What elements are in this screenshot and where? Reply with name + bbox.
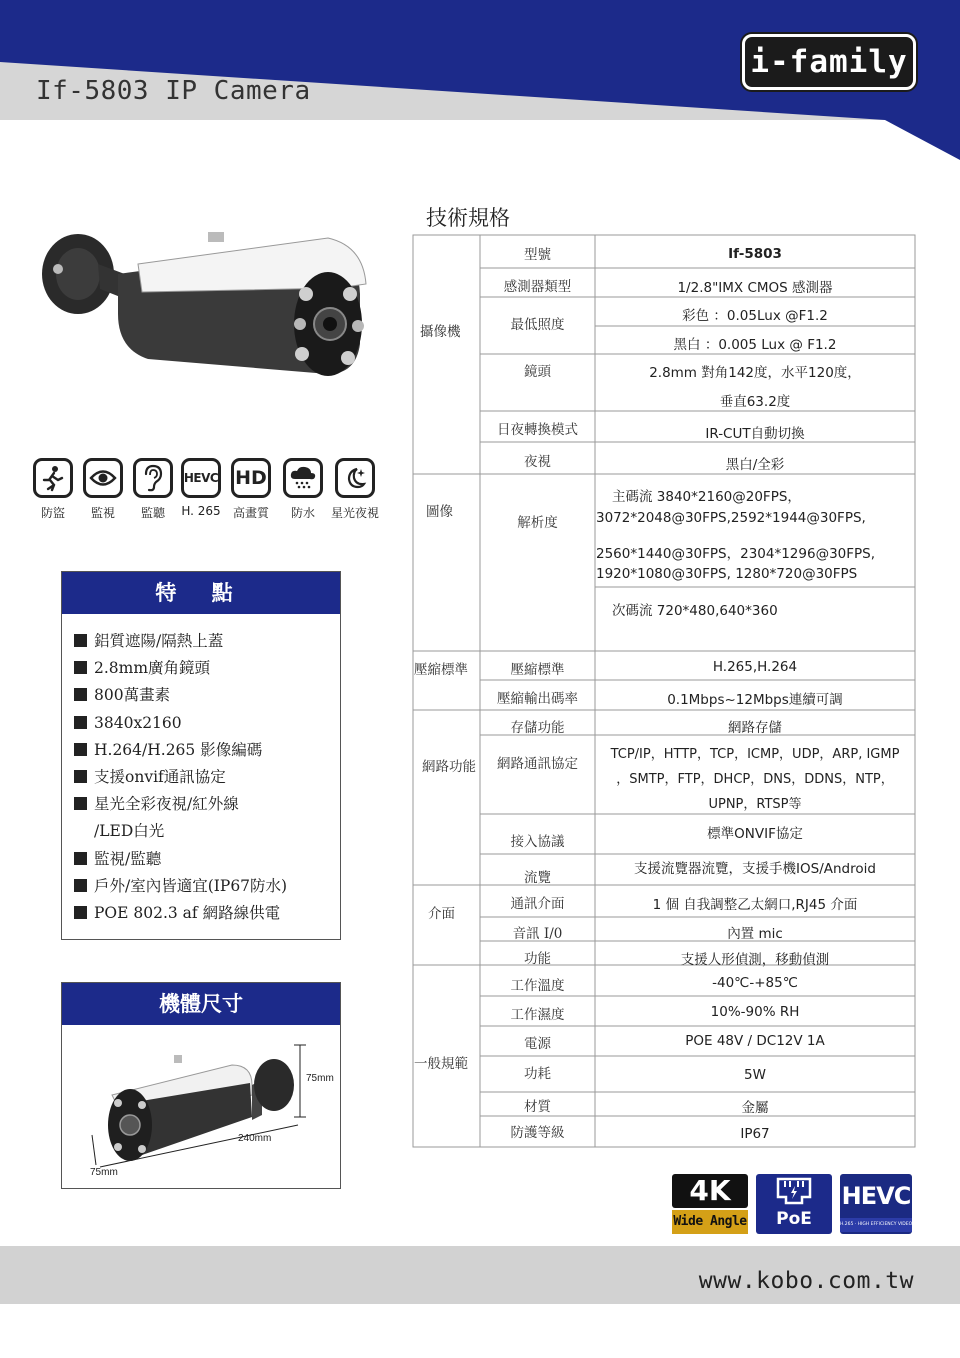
list-item: /LED白光: [94, 822, 165, 841]
list-item: POE 802.3 af 網路線供電: [74, 900, 340, 927]
row-label-audio: 音訊 I/0: [512, 926, 563, 942]
badge-4k-wide-angle: 4K Wide Angle: [672, 1174, 748, 1234]
row-value-protocols-3: UPNP，RTSP等: [708, 797, 802, 812]
row-value-resolution-5: 次碼流 720*480,640*360: [612, 603, 778, 619]
row-value-sensor: 1/2.8"IMX CMOS 感測器: [677, 280, 833, 296]
feature-icons-row: [26, 458, 386, 522]
list-item: 2.8mm廣角鏡頭: [74, 655, 340, 682]
list-item: 監視/監聽: [74, 846, 340, 873]
footer-url[interactable]: www.kobo.com.tw: [698, 1268, 914, 1294]
rain-cloud-icon: [283, 458, 323, 498]
dimensions-panel: [61, 982, 341, 1189]
dimension-drawing: [62, 1025, 339, 1187]
row-label-function: 功能: [524, 951, 551, 967]
dimension-width-label: 75mm: [90, 1167, 118, 1178]
row-value-protection: IP67: [740, 1126, 770, 1142]
row-value-model: If-5803: [728, 246, 782, 262]
row-label-lens: 鏡頭: [524, 364, 551, 380]
features-panel: [61, 571, 341, 940]
hevc-icon: HEVC: [181, 458, 221, 498]
row-label-min-lux: 最低照度: [510, 317, 565, 333]
ethernet-port-icon: [756, 1174, 832, 1208]
row-label-model: 型號: [524, 247, 551, 263]
row-value-resolution-3: 2560*1440@30FPS，2304*1296@30FPS,: [596, 546, 876, 562]
features-title: 特 點: [62, 572, 340, 614]
row-value-comm-if: 1 個 自我調整乙太網口,RJ45 介面: [652, 897, 858, 913]
row-value-lens-2: 垂直63.2度: [719, 394, 791, 410]
ear-icon: [133, 458, 173, 498]
row-value-material: 金屬: [741, 1100, 769, 1116]
row-value-protocols-1: TCP/IP，HTTP，TCP，ICMP，UDP，ARP, IGMP: [610, 747, 900, 762]
list-item: 800萬畫素: [74, 682, 340, 709]
row-label-storage: 存儲功能: [510, 720, 565, 736]
page-title: If-5803 IP Camera: [36, 76, 311, 106]
hd-icon: HD: [231, 458, 271, 498]
list-item: H.264/H.265 影像編碼: [74, 737, 340, 764]
feature-icon-theft: 防盜: [26, 458, 80, 521]
section-compression: 壓縮標準: [414, 662, 468, 678]
section-image: 圖像: [426, 504, 453, 520]
row-value-temp: -40℃-+85℃: [712, 975, 798, 991]
section-interface: 介面: [428, 906, 455, 922]
badge-poe: PoE: [756, 1174, 832, 1234]
row-label-bitrate: 壓縮輸出碼率: [497, 691, 578, 707]
feature-icon-starlight: 星光夜視: [328, 458, 382, 521]
feature-icon-hd: HD 高畫質: [224, 458, 278, 521]
features-list: [62, 614, 340, 927]
row-label-codec: 壓縮標準: [510, 662, 565, 678]
moon-star-icon: [335, 458, 375, 498]
section-network: 網路功能: [422, 759, 476, 775]
row-value-storage: 網路存儲: [728, 720, 782, 736]
running-person-icon: [33, 458, 73, 498]
feature-icon-listen: 監聽: [126, 458, 180, 521]
row-label-temp: 工作溫度: [510, 978, 565, 994]
row-value-access: 標準ONVIF協定: [707, 826, 803, 842]
row-value-humidity: 10%-90% RH: [710, 1004, 800, 1020]
row-label-protocols: 網路通訊協定: [497, 756, 578, 772]
row-label-day-night: 日夜轉換模式: [497, 422, 578, 438]
row-value-power: POE 48V / DC12V 1A: [685, 1033, 825, 1049]
feature-icon-monitor: 監視: [76, 458, 130, 521]
list-item: 鋁質遮陽/隔熱上蓋: [74, 628, 340, 655]
row-value-audio: 內置 mic: [727, 926, 783, 942]
list-item: 支援onvif通訊協定: [74, 764, 340, 791]
row-label-power: 電源: [524, 1036, 551, 1052]
badge-hevc: HEVC H.265 · HIGH EFFICIENCY VIDEO CODING: [840, 1174, 912, 1234]
row-value-min-lux-bw: 黑白 ：0.005 Lux @ F1.2: [673, 337, 837, 353]
row-value-protocols-2: ，SMTP，FTP，DHCP，DNS，DDNS，NTP，: [616, 772, 894, 787]
dimension-height-label: 75mm: [306, 1073, 334, 1084]
row-value-min-lux-color: 彩色 ：0.05Lux @F1.2: [682, 308, 828, 324]
row-value-consumption: 5W: [744, 1067, 766, 1083]
row-value-browse: 支援流覽器流覽，支援手機IOS/Android: [634, 861, 876, 877]
eye-icon: [83, 458, 123, 498]
row-value-codec: H.265,H.264: [712, 659, 798, 675]
list-item: 星光全彩夜視/紅外線: [74, 791, 340, 818]
feature-icon-h265: HEVC H. 265: [174, 458, 228, 518]
row-label-browse: 流覽: [524, 870, 551, 886]
feature-icon-waterproof: 防水: [276, 458, 330, 521]
list-item: 戶外/室內皆適宜(IP67防水): [74, 873, 340, 900]
row-label-comm-if: 通訊介面: [510, 896, 565, 912]
camera-product-image: [38, 224, 378, 394]
row-value-day-night: IR-CUT自動切換: [705, 426, 805, 442]
row-label-access: 接入協議: [510, 834, 565, 850]
row-label-material: 材質: [524, 1099, 551, 1115]
row-label-protection: 防護等級: [510, 1125, 565, 1141]
section-camera: 攝像機: [420, 324, 461, 340]
row-label-resolution: 解析度: [517, 515, 558, 531]
row-label-consumption: 功耗: [524, 1066, 551, 1082]
spec-title: 技術規格: [426, 206, 510, 230]
dimension-length-label: 240mm: [238, 1133, 272, 1144]
dimensions-title: 機體尺寸: [62, 983, 340, 1025]
row-value-lens-1: 2.8mm 對角142度，水平120度，: [649, 365, 861, 381]
row-value-bitrate: 0.1Mbps~12Mbps連續可調: [667, 692, 843, 708]
row-value-resolution-1: 主碼流 3840*2160@20FPS，: [612, 489, 801, 505]
row-value-function: 支援人形偵測，移動偵測: [680, 952, 830, 968]
list-item: 3840x2160: [74, 710, 340, 737]
row-value-resolution-4: 1920*1080@30FPS, 1280*720@30FPS: [596, 566, 858, 582]
brand-logo: i-family: [742, 34, 916, 90]
row-label-sensor: 感測器類型: [503, 279, 572, 295]
row-label-humidity: 工作濕度: [510, 1007, 565, 1023]
row-label-night-vision: 夜視: [524, 454, 551, 470]
section-general: 一般規範: [414, 1056, 468, 1072]
row-value-night-vision: 黑白/全彩: [725, 457, 785, 473]
row-value-resolution-2: 3072*2048@30FPS,2592*1944@30FPS,: [596, 510, 866, 526]
